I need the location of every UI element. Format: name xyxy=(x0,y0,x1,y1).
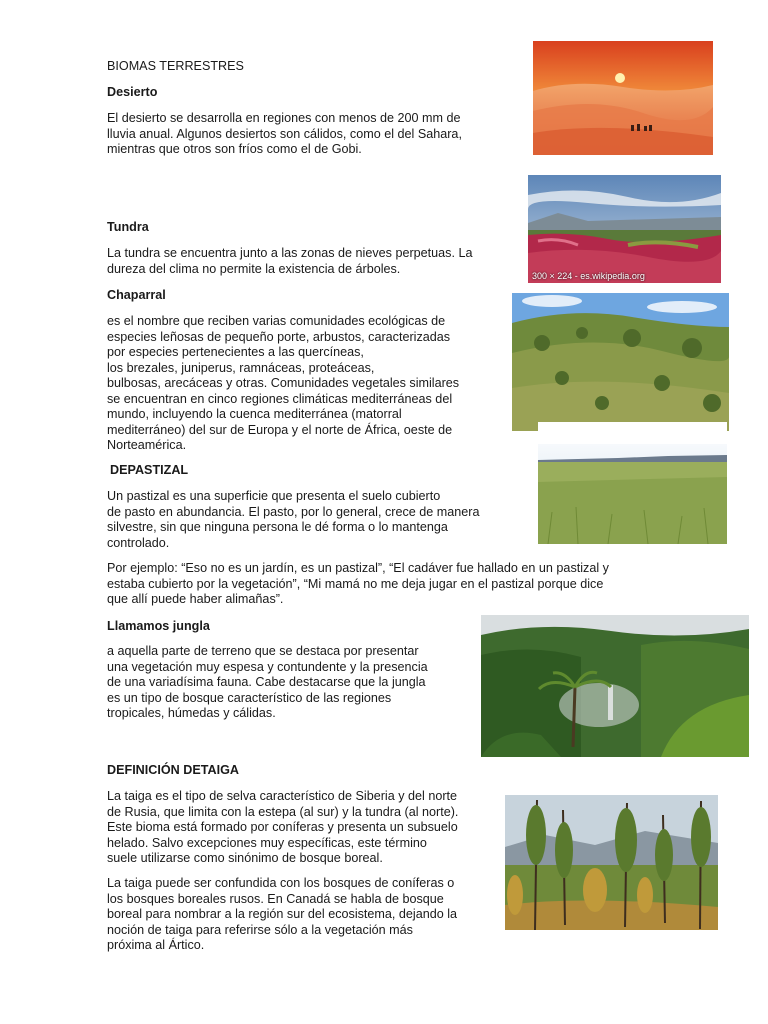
image-watermark: 300 × 224 - es.wikipedia.org xyxy=(532,271,645,281)
text-line: estaba cubierto por la vegetación”, “Mi mamá no me deja jugar en el pastizal porque dice xyxy=(107,576,604,591)
paragraph-desierto xyxy=(107,111,462,158)
text-line: mientras que otros son fríos como el de Gobi. xyxy=(107,142,362,156)
text-line: tropicales, húmedas y cálidas. xyxy=(107,706,276,720)
heading-jungla: Llamamos jungla xyxy=(107,619,210,633)
tundra-image xyxy=(528,175,721,283)
text-line: helado. Salvo excepciones muy específicas, este término xyxy=(107,835,427,850)
text-line: los bosques boreales rusos. En Canadá se habla de bosque xyxy=(107,891,444,906)
paragraph-tundra xyxy=(107,246,472,277)
text-line: lluvia anual. Algunos desiertos son cálidos, como el del Sahara, xyxy=(107,126,462,141)
heading-taiga: DEFINICIÓN DETAIGA xyxy=(107,763,240,777)
taiga-image xyxy=(505,795,718,930)
text-line: Norteamérica. xyxy=(107,438,187,452)
text-line: se encuentran en cinco regiones climáticas mediterráneas del xyxy=(107,391,453,406)
text-line: de pasto en abundancia. El pasto, por lo general, crece de manera xyxy=(107,504,480,519)
paragraph-taiga-2 xyxy=(107,876,457,954)
desert-image xyxy=(533,41,713,155)
text-line: a aquella parte de terreno que se destaca por presentar xyxy=(107,644,419,658)
text-line: una vegetación muy espesa y contundente y la presencia xyxy=(107,659,428,674)
text-line: El desierto se desarrolla en regiones con menos de 200 mm de xyxy=(107,111,461,125)
text-line: de Rusia, que limita con la estepa (al sur) y la tundra (al norte). xyxy=(107,804,459,819)
text-line: boreal para nombrar a la región sur del ecosistema, dejando la xyxy=(107,907,458,921)
text-line: próxima al Ártico. xyxy=(107,938,205,952)
text-line: silvestre, sin que ninguna persona le dé forma o lo mantenga xyxy=(107,520,448,534)
heading-pastizal: DEPASTIZAL xyxy=(110,463,189,477)
paragraph-taiga xyxy=(107,789,458,867)
text-line: controlado. xyxy=(107,535,170,550)
text-line: La taiga puede ser confundida con los bosques de coníferas o xyxy=(107,876,455,890)
heading-tundra: Tundra xyxy=(107,220,149,234)
page-title: BIOMAS TERRESTRES xyxy=(107,59,244,73)
text-line: es un tipo de bosque característico de las regiones xyxy=(107,690,392,705)
text-line: La tundra se encuentra junto a las zonas de nieves perpetuas. La xyxy=(107,246,473,260)
chaparral-image xyxy=(512,293,729,431)
jungle-image xyxy=(481,615,749,757)
text-line: Este bioma está formado por coníferas y presenta un subsuelo xyxy=(107,820,458,834)
text-line: es el nombre que reciben varias comunidades ecológicas de xyxy=(107,314,446,328)
heading-desierto: Desierto xyxy=(107,85,158,99)
text-line: mundo, incluyendo la cuenca mediterránea (matorral xyxy=(107,407,402,421)
text-line: que allí puede haber alimañas”. xyxy=(107,592,284,606)
text-line: los brezales, juniperus, ramnáceas, proteáceas, xyxy=(107,360,375,375)
text-line: La taiga es el tipo de selva característico de Siberia y del norte xyxy=(107,789,458,803)
text-line: noción de taiga para referirse sólo a la vegetación más xyxy=(107,922,413,937)
paragraph-jungla xyxy=(107,644,428,722)
paragraph-chaparral xyxy=(107,314,459,454)
text-line: Por ejemplo: “Eso no es un jardín, es un pastizal”, “El cadáver fue hallado en un pastizal y xyxy=(107,561,609,575)
pastizal-image xyxy=(538,422,727,544)
text-line: por especies pertenecientes a las quercíneas, xyxy=(107,345,364,359)
text-line: dureza del clima no permite la existencia de árboles. xyxy=(107,261,401,276)
text-line: bulbosas, arecáceas y otras. Comunidades vegetales similares xyxy=(107,376,460,390)
text-line: suele utilizarse como sinónimo de bosque boreal. xyxy=(107,851,383,865)
paragraph-pastizal xyxy=(107,489,479,551)
paragraph-pastizal-example xyxy=(107,561,609,608)
text-line: especies leñosas de pequeño porte, arbustos, caracterizadas xyxy=(107,329,451,344)
text-line: Un pastizal es una superficie que presenta el suelo cubierto xyxy=(107,489,441,503)
heading-chaparral: Chaparral xyxy=(107,288,166,302)
text-line: de una variadísima fauna. Cabe destacarse que la jungla xyxy=(107,675,426,689)
text-line: mediterráneo) del sur de Europa y el norte de África, oeste de xyxy=(107,422,453,437)
